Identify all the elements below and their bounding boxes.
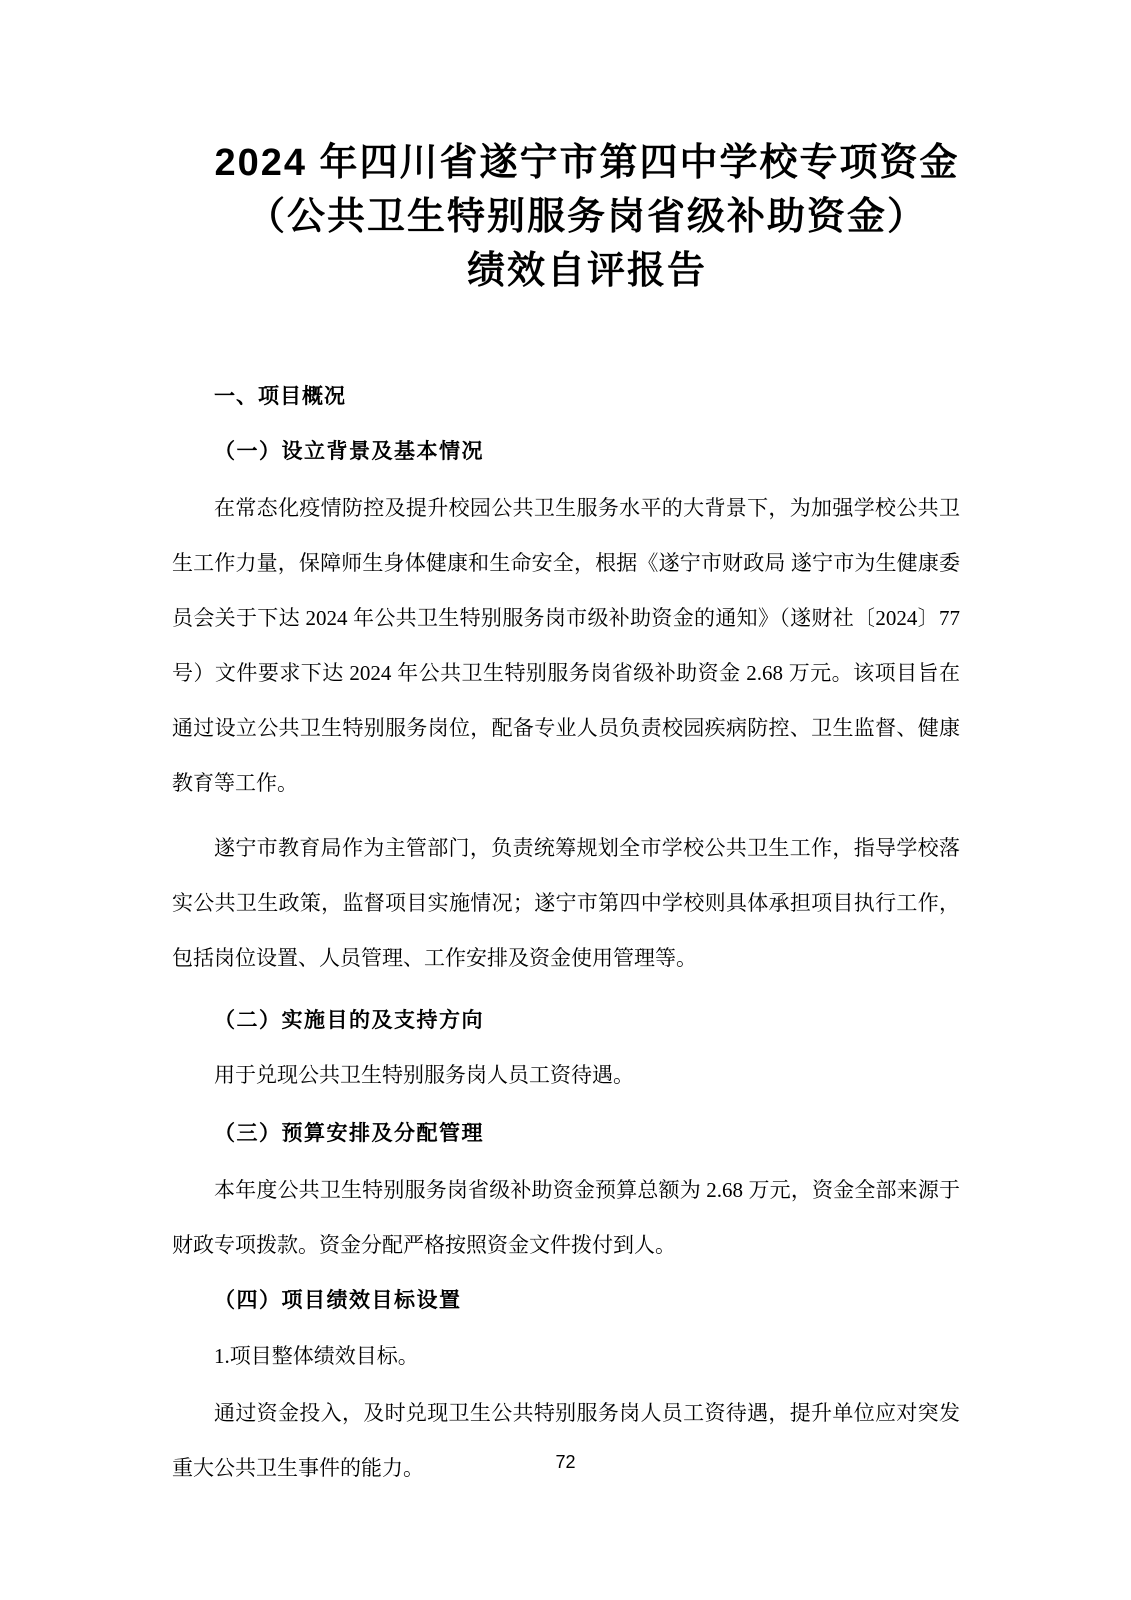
section-heading-2-background: （一）设立背景及基本情况 <box>214 439 484 463</box>
section-heading-2-performance-goals: （四）项目绩效目标设置 <box>214 1288 462 1312</box>
title-line-1: 2024 年四川省遂宁市第四中学校专项资金 <box>214 142 960 184</box>
body-paragraph-background-2: 遂宁市教育局作为主管部门，负责统筹规划全市学校公共卫生工作，指导学校落实公共卫生政策，监督项目实施情况；遂宁市第四中学校则具体承担项目执行工作，包括岗位设置、人员管理、工作安排及资金使用管理等。 <box>172 836 960 970</box>
body-paragraph-purpose: 用于兑现公共卫生特别服务岗人员工资待遇。 <box>214 1063 634 1087</box>
page-number: 72 <box>555 1452 576 1472</box>
section-heading-2-budget: （三）预算安排及分配管理 <box>214 1121 484 1145</box>
body-paragraph-goal-detail: 通过资金投入，及时兑现卫生公共特别服务岗人员工资待遇，提升单位应对突发重大公共卫生事件的能力。 <box>172 1401 960 1480</box>
body-paragraph-budget: 本年度公共卫生特别服务岗省级补助资金预算总额为 2.68 万元，资金全部来源于财政专项拨款。资金分配严格按照资金文件拨付到人。 <box>172 1178 960 1257</box>
section-heading-2-purpose: （二）实施目的及支持方向 <box>214 1008 484 1032</box>
document-title <box>214 136 960 298</box>
body-paragraph-goal-label: 1.项目整体绩效目标。 <box>214 1344 419 1368</box>
document-content <box>172 0 960 1496</box>
body-paragraph-background-1: 在常态化疫情防控及提升校园公共卫生服务水平的大背景下，为加强学校公共卫生工作力量，保障师生身体健康和生命安全，根据《遂宁市财政局 遂宁市为生健康委员会关于下达 2024 年公共卫生特别服务岗市级补助资金的通知》（遂财社〔2024〕77 号）文件要求下达 2024 年公共卫生特别服务岗省级补助资金 2.68 万元。该项目旨在通过设立公共卫生特别服务岗位，配备专业人员负责校园疾病防控、卫生监督、健康教育等工作。 <box>172 496 960 795</box>
title-line-2: （公共卫生特别服务岗省级补助资金） <box>246 196 927 238</box>
section-heading-1-project-overview: 一、项目概况 <box>214 385 346 408</box>
title-line-3: 绩效自评报告 <box>466 250 707 292</box>
